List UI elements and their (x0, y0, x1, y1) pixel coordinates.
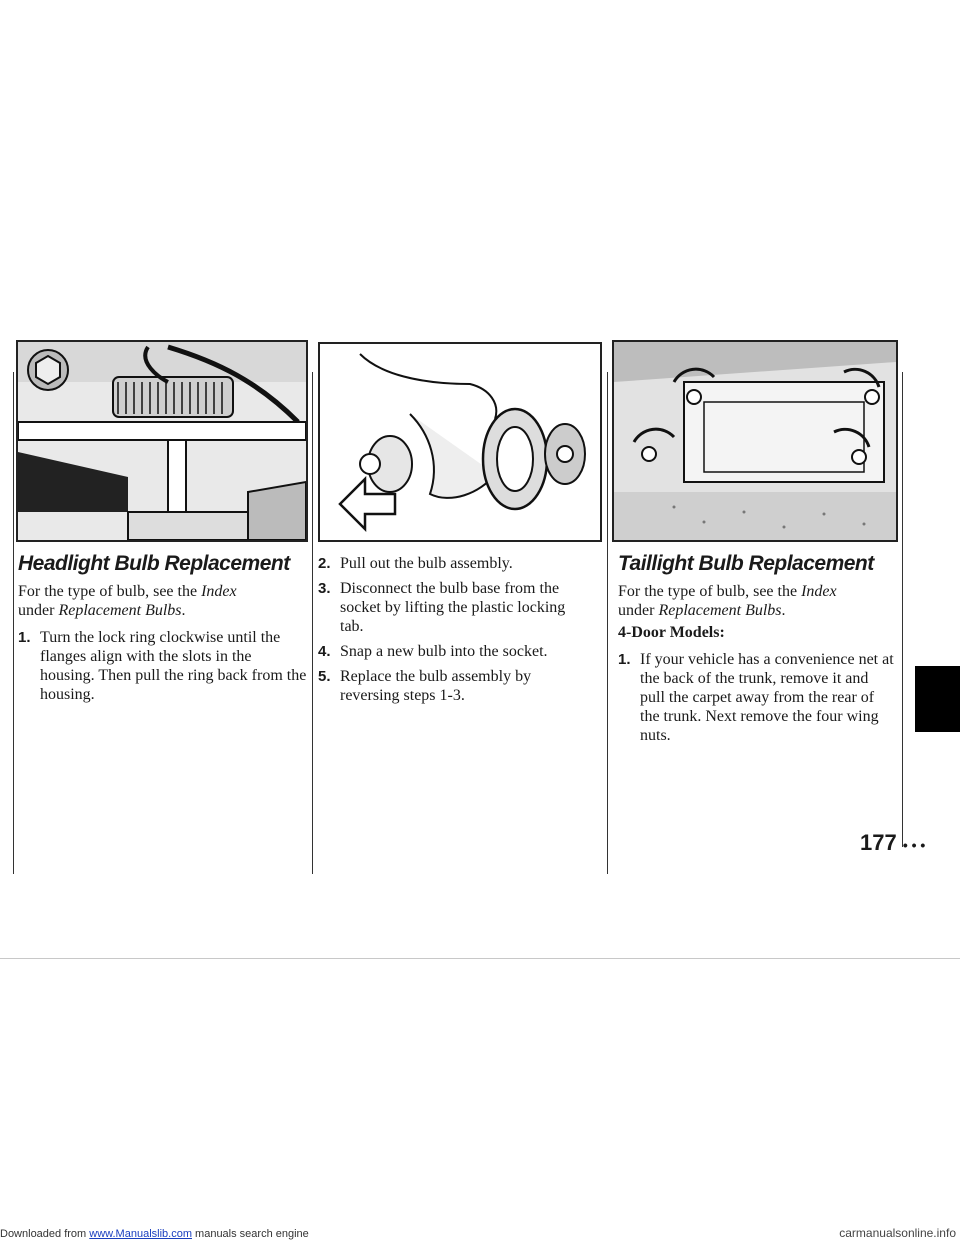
four-door-subhead: 4-Door Models: (618, 624, 725, 641)
page-number-value: 177 (860, 830, 897, 855)
intro-text: For the type of bulb, see the (18, 583, 202, 600)
index-reference: Index (801, 583, 837, 600)
trunk-illustration (612, 340, 898, 542)
headlight-intro (18, 582, 306, 620)
bottom-rule (0, 958, 960, 959)
step-item (318, 554, 588, 573)
replacement-bulbs-reference: Replacement Bulbs (58, 602, 182, 619)
column-rule-right (607, 372, 608, 874)
intro-text: under (18, 602, 59, 619)
intro-text: For the type of bulb, see the (618, 583, 802, 600)
step-item (318, 667, 588, 705)
taillight-steps (618, 650, 896, 751)
section-tab-marker (915, 666, 960, 732)
step-text: Pull out the bulb assembly. (340, 555, 513, 572)
footer-text: manuals search engine (191, 1228, 309, 1240)
step-item (618, 650, 896, 745)
step-item (318, 579, 588, 636)
index-reference: Index (201, 583, 237, 600)
step-text: Disconnect the bulb base from the socket by lifting the plastic locking tab. (340, 580, 566, 635)
footer-text: Downloaded from (0, 1228, 90, 1240)
column-rule-edge (902, 372, 903, 847)
headlight-illustration (16, 340, 308, 542)
headlight-heading: Headlight Bulb Replacement (18, 552, 290, 575)
download-footer (0, 1228, 309, 1240)
intro-text: under (618, 602, 659, 619)
column-rule-left (13, 372, 14, 874)
step-text: Turn the lock ring clockwise until the flanges align with the slots in the housing. Then pull the ring back from the housing. (40, 629, 307, 703)
headlight-steps (18, 628, 308, 710)
step-item (318, 642, 588, 661)
bulb-assembly-illustration (318, 342, 602, 542)
step-text: Snap a new bulb into the socket. (340, 643, 548, 660)
step-number: 1. (618, 651, 631, 668)
step-number: 3. (318, 580, 331, 597)
intro-text: . (181, 602, 186, 619)
step-number: 2. (318, 555, 331, 572)
column-rule-mid (312, 372, 313, 874)
step-number: 4. (318, 643, 331, 660)
step-number: 5. (318, 668, 331, 685)
watermark-text: carmanualsonline.info (839, 1226, 956, 1240)
step-text: If your vehicle has a convenience net at the back of the trunk, remove it and pull the carpet away from the rear of the trunk. Next remove the four wing nuts. (640, 651, 894, 744)
bulb-steps (318, 554, 588, 711)
manualslib-link[interactable]: www.Manualslib.com (89, 1228, 192, 1240)
intro-text: . (781, 602, 786, 619)
step-text: Replace the bulb assembly by reversing steps 1-3. (340, 668, 532, 704)
taillight-heading: Taillight Bulb Replacement (618, 552, 874, 575)
step-item (18, 628, 308, 704)
replacement-bulbs-reference: Replacement Bulbs (658, 602, 782, 619)
page-dots: • • • (902, 837, 926, 853)
taillight-intro (618, 582, 898, 620)
page-number (860, 830, 925, 856)
step-number: 1. (18, 629, 31, 646)
